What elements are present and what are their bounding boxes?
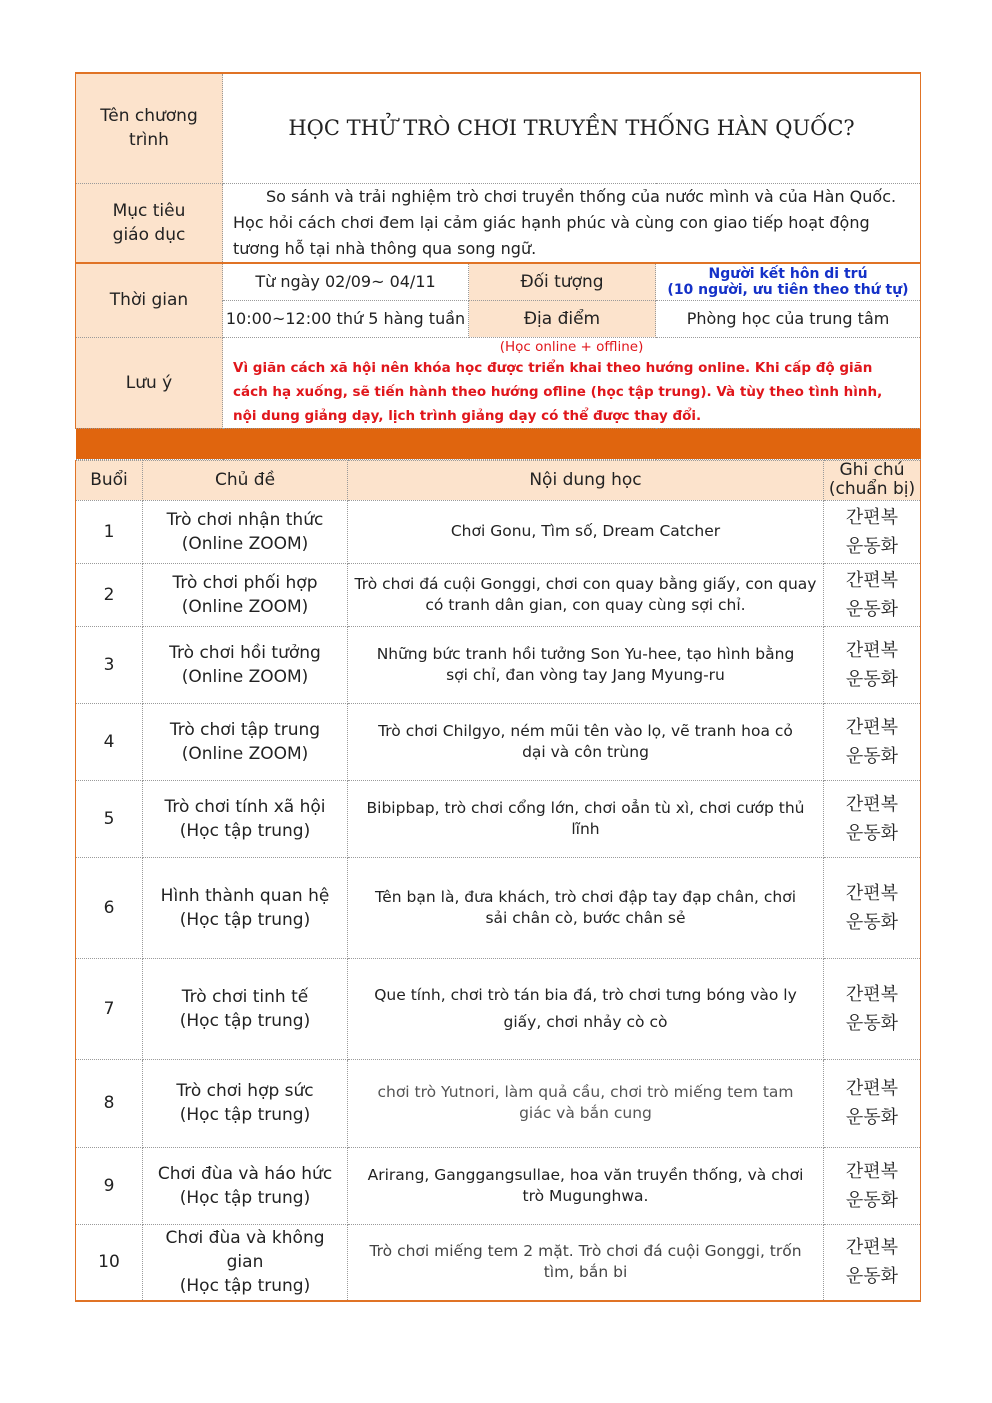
content-line-2: sải chân cò, bước chân sẻ bbox=[485, 908, 686, 927]
note-line-2: 운동화 bbox=[845, 1189, 899, 1211]
topic-mode: (Online ZOOM) bbox=[181, 666, 309, 687]
content-line-2: lĩnh bbox=[571, 819, 600, 838]
topic-cell bbox=[143, 958, 348, 1059]
note-line-2: 운동화 bbox=[845, 745, 899, 767]
note-cell bbox=[824, 958, 921, 1059]
note-cell bbox=[824, 857, 921, 958]
session-number: 3 bbox=[76, 626, 143, 703]
goal-line-3: tương hỗ tại nhà thông qua song ngữ. bbox=[233, 238, 537, 258]
table-row bbox=[76, 1059, 921, 1147]
topic-mode: (Học tập trung) bbox=[179, 1187, 311, 1208]
note-line-2: 운동화 bbox=[845, 598, 899, 620]
content-line-2: giấy, chơi nhảy cò cò bbox=[503, 1012, 668, 1031]
topic-cell bbox=[143, 626, 348, 703]
note-label: Lưu ý bbox=[76, 337, 223, 428]
note-line-1: 간편복 bbox=[845, 716, 899, 738]
session-number: 10 bbox=[76, 1224, 143, 1301]
content-line-1: Arirang, Ganggangsullae, hoa văn truyền thống, và chơi bbox=[367, 1165, 804, 1184]
note-line-2: cách hạ xuống, sẽ tiến hành theo hướng ofline (học tập trung). Và tùy theo tình hình, bbox=[233, 383, 883, 400]
header-note bbox=[824, 460, 921, 500]
table-row bbox=[76, 626, 921, 703]
topic-cell bbox=[143, 857, 348, 958]
title-label: Tên chương trình bbox=[100, 106, 198, 151]
topic-cell bbox=[143, 1147, 348, 1224]
header-topic: Chủ đề bbox=[143, 460, 348, 500]
note-cell bbox=[824, 780, 921, 857]
content-line-1: chơi trò Yutnori, làm quả cầu, chơi trò miếng tem tam bbox=[377, 1083, 794, 1101]
content-cell bbox=[348, 1224, 824, 1301]
note-cell bbox=[824, 1224, 921, 1301]
topic-line: Hình thành quan hệ bbox=[160, 885, 330, 906]
content-line-1: Que tính, chơi trò tán bia đá, trò chơi tưng bóng vào ly bbox=[374, 985, 797, 1004]
note-line-1: 간편복 bbox=[845, 793, 899, 815]
topic-line: Trò chơi tinh tế bbox=[181, 986, 309, 1007]
target-line-1: Người kết hôn di trú bbox=[708, 265, 868, 282]
table-row bbox=[76, 780, 921, 857]
topic-cell bbox=[143, 1224, 348, 1301]
content-line-1: Những bức tranh hồi tưởng Son Yu-hee, tạo hình bằng bbox=[376, 644, 795, 663]
topic-cell bbox=[143, 1059, 348, 1147]
note-line-1: 간편복 bbox=[845, 882, 899, 904]
section-divider-bar bbox=[76, 428, 921, 459]
note-cell bbox=[824, 703, 921, 780]
goal-line-2: Học hỏi cách chơi đem lại cảm giác hạnh phúc và cùng con giao tiếp hoạt động bbox=[233, 212, 870, 232]
content-cell bbox=[348, 857, 824, 958]
header-content: Nội dung học bbox=[348, 460, 824, 500]
topic-mode: (Học tập trung) bbox=[179, 1105, 311, 1125]
program-sheet bbox=[75, 72, 920, 1302]
table-row bbox=[76, 1147, 921, 1224]
note-cell bbox=[824, 500, 921, 563]
content-line-2: trò Mugunghwa. bbox=[522, 1186, 649, 1205]
topic-line: Chơi đùa và không bbox=[165, 1228, 325, 1249]
table-row bbox=[76, 703, 921, 780]
content-cell bbox=[348, 1059, 824, 1147]
note-cell bbox=[824, 1147, 921, 1224]
program-title: HỌC THỬ TRÒ CHƠI TRUYỀN THỐNG HÀN QUỐC? bbox=[223, 73, 921, 183]
content-cell bbox=[348, 780, 824, 857]
target-label: Đối tượng bbox=[469, 263, 656, 300]
topic-cell bbox=[143, 703, 348, 780]
note-line-2: 운동화 bbox=[845, 668, 899, 690]
table-row bbox=[76, 1224, 921, 1301]
session-number: 5 bbox=[76, 780, 143, 857]
note-cell bbox=[824, 626, 921, 703]
dates-value: Từ ngày 02/09~ 04/11 bbox=[223, 263, 469, 300]
target-value bbox=[656, 263, 921, 300]
content-line-2: dại và côn trùng bbox=[522, 742, 649, 761]
session-number: 6 bbox=[76, 857, 143, 958]
content-cell bbox=[348, 563, 824, 626]
note-line-1: 간편복 bbox=[845, 506, 899, 528]
topic-line: Trò chơi phối hợp bbox=[172, 572, 318, 593]
content-line-2: tìm, bắn bi bbox=[543, 1263, 628, 1282]
note-line-1: Vì giãn cách xã hội nên khóa học được triển khai theo hướng online. Khi cấp độ giãn bbox=[233, 359, 873, 376]
note-line-1: 간편복 bbox=[845, 639, 899, 661]
session-number: 2 bbox=[76, 563, 143, 626]
note-line-1: 간편복 bbox=[845, 1237, 899, 1259]
title-label-cell bbox=[76, 73, 223, 183]
topic-mode: (Online ZOOM) bbox=[181, 743, 309, 764]
note-line-2: 운동화 bbox=[845, 1107, 899, 1128]
hours-value: 10:00~12:00 thứ 5 hàng tuần bbox=[223, 300, 469, 337]
topic-mode: (Học tập trung) bbox=[179, 909, 311, 930]
topic-mode: (Học tập trung) bbox=[179, 1010, 311, 1031]
table-row bbox=[76, 500, 921, 563]
topic-mode: (Học tập trung) bbox=[179, 820, 311, 841]
content-cell bbox=[348, 500, 824, 563]
note-line-2: 운동화 bbox=[845, 822, 899, 844]
note-line-1: 간편복 bbox=[845, 1160, 899, 1182]
topic-line: Trò chơi hợp sức bbox=[176, 1081, 314, 1101]
target-line-2: (10 người, ưu tiên theo thứ tự) bbox=[667, 281, 909, 298]
goal-text bbox=[223, 183, 921, 263]
note-cell bbox=[824, 563, 921, 626]
header-note-line-1: Ghi chú bbox=[839, 460, 905, 480]
session-number: 1 bbox=[76, 500, 143, 563]
note-line-3: nội dung giảng dạy, lịch trình giảng dạy có thể được thay đổi. bbox=[233, 407, 702, 424]
content-line-1: Trò chơi Chilgyo, ném mũi tên vào lọ, vẽ tranh hoa cỏ bbox=[378, 721, 793, 740]
content-line-2: có tranh dân gian, con quay cùng sợi chỉ. bbox=[425, 595, 746, 614]
schedule-table bbox=[75, 460, 921, 1303]
topic-line-2: gian bbox=[226, 1252, 264, 1273]
note-line-1: 간편복 bbox=[845, 983, 899, 1005]
goal-label: Mục tiêu giáo dục bbox=[112, 200, 186, 245]
session-number: 4 bbox=[76, 703, 143, 780]
content-line-1: Bibipbap, trò chơi cổng lớn, chơi oẳn tù xì, chơi cướp thủ bbox=[366, 798, 805, 817]
note-line-2: 운동화 bbox=[845, 1266, 899, 1288]
content-cell bbox=[348, 1147, 824, 1224]
content-line-1: Tên bạn là, đưa khách, trò chơi đập tay đạp chân, chơi bbox=[374, 887, 797, 906]
content-line-2: giác và bắn cung bbox=[519, 1104, 652, 1122]
content-line-2: sợi chỉ, đan vòng tay Jang Myung-ru bbox=[446, 665, 725, 684]
topic-mode: (Học tập trung) bbox=[179, 1276, 311, 1297]
table-row bbox=[76, 958, 921, 1059]
note-text bbox=[223, 337, 921, 428]
topic-line: Trò chơi tính xã hội bbox=[164, 796, 326, 817]
topic-line: Trò chơi nhận thức bbox=[166, 509, 324, 530]
topic-mode: (Online ZOOM) bbox=[181, 596, 309, 617]
content-line-1: Trò chơi đá cuội Gonggi, chơi con quay bằng giấy, con quay bbox=[354, 574, 817, 593]
program-info-table bbox=[75, 72, 921, 460]
content-cell bbox=[348, 703, 824, 780]
note-line-2: 운동화 bbox=[845, 1012, 899, 1034]
topic-cell bbox=[143, 500, 348, 563]
goal-line-1: So sánh và trải nghiệm trò chơi truyền thống của nước mình và của Hàn Quốc. bbox=[266, 186, 897, 206]
session-number: 9 bbox=[76, 1147, 143, 1224]
topic-cell bbox=[143, 563, 348, 626]
goal-label-cell bbox=[76, 183, 223, 263]
time-label: Thời gian bbox=[76, 263, 223, 337]
note-line-2: 운동화 bbox=[845, 535, 899, 557]
header-note-line-2: (chuẩn bị) bbox=[828, 479, 916, 499]
content-line-1: Trò chơi miếng tem 2 mặt. Trò chơi đá cuội Gonggi, trốn bbox=[369, 1242, 802, 1261]
topic-mode: (Online ZOOM) bbox=[181, 533, 309, 554]
content-cell bbox=[348, 958, 824, 1059]
content-cell bbox=[348, 626, 824, 703]
table-row bbox=[76, 563, 921, 626]
note-heading: (Học online + offline) bbox=[499, 338, 644, 355]
table-row bbox=[76, 857, 921, 958]
topic-cell bbox=[143, 780, 348, 857]
note-line-1: 간편복 bbox=[845, 1078, 899, 1099]
note-cell bbox=[824, 1059, 921, 1147]
note-line-2: 운동화 bbox=[845, 911, 899, 933]
topic-line: Chơi đùa và háo hức bbox=[157, 1163, 333, 1184]
topic-line: Trò chơi hồi tưởng bbox=[169, 642, 321, 663]
schedule-header-row bbox=[76, 460, 921, 500]
place-value: Phòng học của trung tâm bbox=[656, 300, 921, 337]
session-number: 8 bbox=[76, 1059, 143, 1147]
topic-line: Trò chơi tập trung bbox=[169, 719, 321, 740]
note-line-1: 간편복 bbox=[845, 569, 899, 591]
header-session: Buổi bbox=[76, 460, 143, 500]
place-label: Địa điểm bbox=[469, 300, 656, 337]
session-number: 7 bbox=[76, 958, 143, 1059]
content-line-1: Chơi Gonu, Tìm số, Dream Catcher bbox=[450, 522, 721, 540]
